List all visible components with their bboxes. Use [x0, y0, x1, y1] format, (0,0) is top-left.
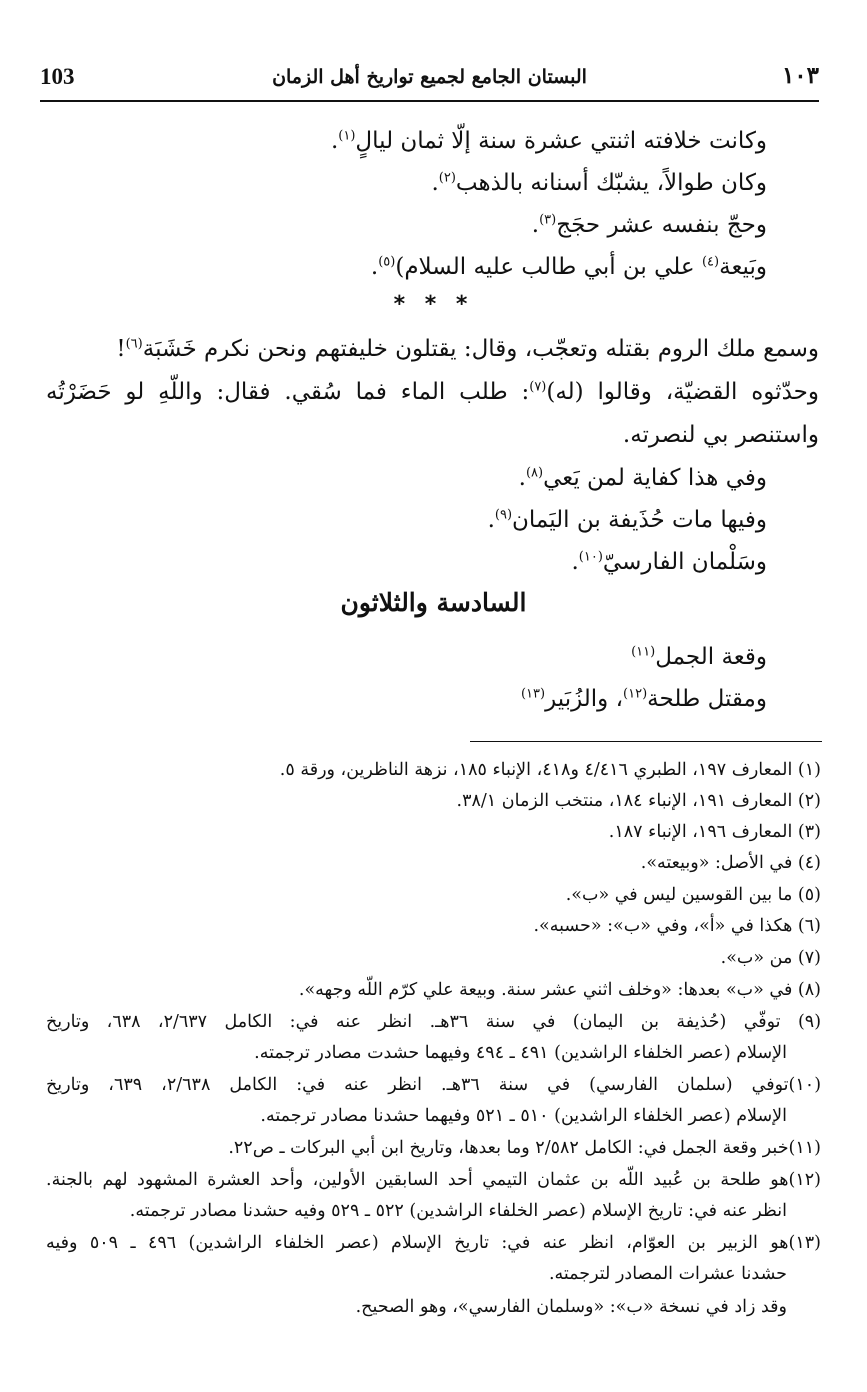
body-line: وسَلْمان الفارسيّ$^{(١٠)}$.	[571, 549, 767, 575]
body-line: وحجّ بنفسه عشر حجَج$^{(٣)}$.	[531, 212, 767, 238]
footnote-continuation: الإسلام (عصر الخلفاء الراشدين) ٤٩١ ـ ٤٩٤ وفيهما حشدت مصادر ترجمته.	[254, 1043, 787, 1063]
footnote-continuation: حشدنا عشرات المصادر لترجمته.	[548, 1264, 787, 1284]
body-line: وكانت خلافته اثنتي عشرة سنة إلّا ثمان ليالٍ$^{(١)}$.	[330, 128, 767, 154]
footnote: (١٢)هو طلحة بن عُبيد اللّه بن عثمان التيمي أحد السابقين الأولين، وأحد العشرة المشهود لهم بالجنة.	[46, 1170, 821, 1190]
footnote: (٦) هكذا في «أ»، وفي «ب»: «حسبه».	[533, 916, 821, 936]
footnote-continuation: انظر عنه في: تاريخ الإسلام (عصر الخلفاء الراشدين) ٥٢٢ ـ ٥٢٩ وفيه حشدنا مصادر ترجمته.	[129, 1201, 787, 1221]
footnote-ref: (٢)	[438, 170, 456, 186]
section-heading: السادسة والثلاثون	[340, 588, 527, 617]
footnote: (٨) في «ب» بعدها: «وخلف اثني عشر سنة. وبيعة علي كرّم اللّه وجهه».	[298, 980, 821, 1000]
footnote-ref: (١١)	[631, 644, 656, 660]
footnote: (١١)خبر وقعة الجمل في: الكامل ٢/٥٨٢ وما بعدها، وتاريخ ابن أبي البركات ـ ص٢٢.	[228, 1138, 821, 1158]
footnote-ref: (٨)	[525, 465, 544, 481]
page-number-arabic: ١٠٣	[781, 62, 819, 89]
footnote: (٤) في الأصل: «وبيعته».	[640, 853, 821, 873]
footnote-ref: (١٣)	[520, 686, 546, 702]
footnote: (٧) من «ب».	[720, 948, 821, 968]
running-title: البستان الجامع لجميع تواريخ أهل الزمان	[272, 66, 587, 88]
footnote: (١٣)هو الزبير بن العوّام، انظر عنه في: تاريخ الإسلام (عصر الخلفاء الراشدين) ٤٩٦ ـ ٥٠٩ وفيه	[46, 1233, 821, 1253]
footnote-ref: (٦)	[125, 336, 143, 352]
footnote-separator	[470, 741, 822, 742]
page-header	[40, 62, 819, 98]
footnote: (٥) ما بين القوسين ليس في «ب».	[565, 885, 821, 905]
footnote: (٣) المعارف ١٩٦، الإنباء ١٨٧.	[608, 822, 821, 842]
footnote-ref: (٩)	[494, 507, 513, 523]
paragraph-line: واستنصر بي لنصرته.	[622, 422, 819, 448]
section-separator: * * *	[393, 292, 474, 317]
body-line: وكان طوالاً، يشبّك أسنانه بالذهب$^{(٢)}$.	[431, 170, 767, 196]
footnote-ref: (٥)	[378, 254, 396, 270]
footnote-ref: (٧)	[529, 379, 547, 395]
footnote-ref: (١٢)	[623, 686, 648, 702]
footnote: (٢) المعارف ١٩١، الإنباء ١٨٤، منتخب الزمان ٣٨/١.	[456, 791, 821, 811]
body-line: وقعة الجمل$^{(١١)}$	[631, 644, 767, 670]
page-number-latin: 103	[40, 64, 75, 89]
body-line: ومقتل طلحة$^{(١٢)}$، والزُبَير$^{(١٣)}$	[520, 686, 767, 712]
body-line: وفي هذا كفاية لمن يَعي$^{(٨)}$.	[518, 465, 767, 491]
paragraph-line: وسمع ملك الروم بقتله وتعجّب، وقال: يقتلون خليفتهم ونحن نكرم خَشَبَة$^{(٦)}$!	[116, 336, 819, 362]
footnote: (١) المعارف ١٩٧، الطبري ٤/٤١٦ و٤١٨، الإنباء ١٨٥، نزهة الناظرين، ورقة ٥.	[279, 760, 821, 780]
footnote-ref: (٣)	[539, 212, 557, 228]
footnote-ref: (١)	[338, 128, 356, 144]
paragraph-line: وحدّثوه القضيّة، وقالوا (له)$^{(٧)}$: طلب الماء فما سُقي. فقال: واللّهِ لو حَضَرْتُه	[46, 379, 819, 405]
footnote: (١٠)توفي (سلمان الفارسي) في سنة ٣٦هـ. انظر عنه في: الكامل ٢/٦٣٨، ٦٣٩، وتاريخ	[46, 1075, 822, 1095]
header-rule	[40, 100, 819, 102]
footnote-ref: (٤)	[701, 254, 720, 270]
footnote-continuation: الإسلام (عصر الخلفاء الراشدين) ٥١٠ ـ ٥٢١ وفيهما حشدنا مصادر ترجمته.	[260, 1106, 787, 1126]
footnote-ref: (١٠)	[578, 549, 603, 565]
footnote: (٩) توفّي (حُذيفة بن اليمان) في سنة ٣٦هـ. انظر عنه في: الكامل ٢/٦٣٧، ٦٣٨، وتاريخ	[46, 1012, 822, 1032]
body-line: وبَيعة$^{(٤)}$ علي بن أبي طالب عليه السلام)$^{(٥)}$.	[370, 254, 767, 280]
body-line: وفيها مات حُذَيفة بن اليَمان$^{(٩)}$.	[487, 507, 767, 533]
footnote-continuation: وقد زاد في نسخة «ب»: «وسلمان الفارسي»، وهو الصحيح.	[355, 1297, 787, 1317]
